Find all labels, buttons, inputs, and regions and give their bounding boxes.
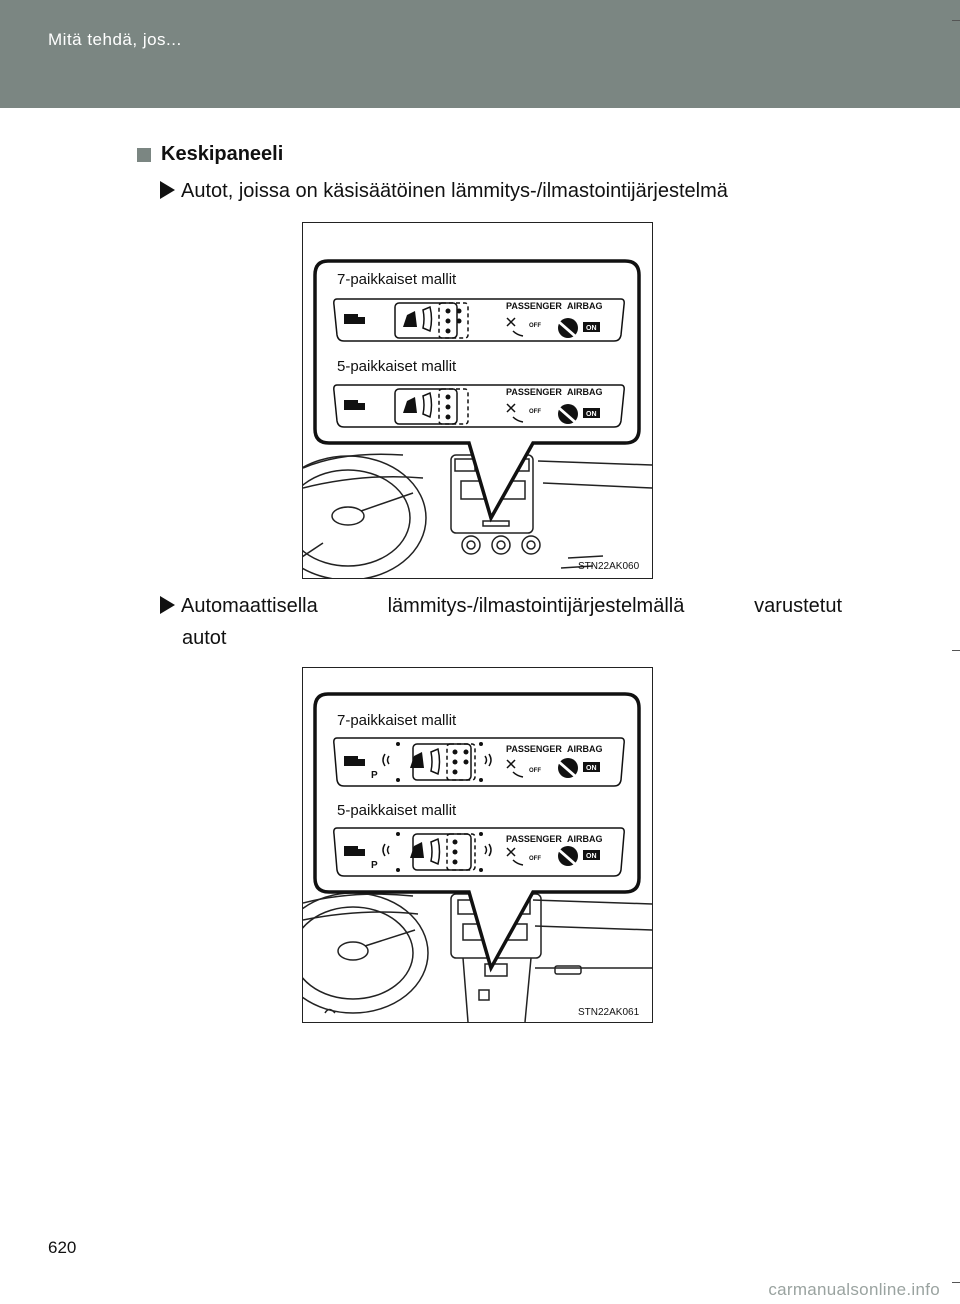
header-title: Mitä tehdä, jos... (48, 30, 182, 49)
airbag-text: AIRBAG (567, 301, 603, 311)
crop-mark (952, 1282, 960, 1283)
bullet-auto-word: varustetut (754, 595, 842, 617)
page-number: 620 (48, 1238, 77, 1257)
on-text: ON (586, 325, 597, 332)
figure-code: STN22AK060 (578, 561, 640, 572)
off-text: OFF (529, 323, 541, 329)
bullet-auto-word: lämmitys-/ilmastointijärjestelmällä (387, 595, 685, 617)
bullet-manual-text: Autot, joissa on käsisäätöinen lämmitys-/ilmastointijärjestelmä (181, 180, 728, 202)
label-5-seat: 5-paikkaiset mallit (337, 802, 457, 819)
section-heading (137, 143, 283, 166)
off-text: OFF (529, 856, 541, 862)
bullet-auto-line1 (160, 590, 842, 622)
label-7-seat: 7-paikkaiset mallit (337, 712, 457, 729)
triangle-bullet-icon (160, 596, 175, 614)
on-text: ON (586, 411, 597, 418)
figure-manual-climate (302, 222, 653, 579)
triangle-bullet-icon (160, 181, 175, 199)
airbag-text: AIRBAG (567, 744, 603, 754)
dashboard-illustration (303, 668, 652, 1022)
on-text: ON (586, 853, 597, 860)
passenger-text: PASSENGER (506, 834, 562, 844)
passenger-text: PASSENGER (506, 387, 562, 397)
bullet-auto-climate (160, 590, 842, 654)
on-text: ON (586, 765, 597, 772)
airbag-text: AIRBAG (567, 834, 603, 844)
crop-mark (952, 20, 960, 21)
label-5-seat: 5-paikkaiset mallit (337, 358, 457, 375)
svg-text:P: P (371, 770, 378, 781)
off-text: OFF (529, 768, 541, 774)
passenger-text: PASSENGER (506, 744, 562, 754)
bullet-manual-climate (160, 175, 728, 207)
square-bullet-icon (137, 148, 151, 162)
dashboard-illustration (303, 223, 652, 578)
off-text: OFF (529, 409, 541, 415)
passenger-text: PASSENGER (506, 301, 562, 311)
section-heading-text: Keskipaneeli (161, 143, 284, 165)
watermark: carmanualsonline.info (768, 1280, 940, 1299)
figure-code: STN22AK061 (578, 1007, 640, 1018)
airbag-text: AIRBAG (567, 387, 603, 397)
figure-auto-climate (302, 667, 653, 1023)
page-header (0, 0, 960, 108)
bullet-auto-word: Automaattisella (181, 595, 318, 617)
bullet-auto-tail: autot (182, 627, 227, 649)
label-7-seat: 7-paikkaiset mallit (337, 271, 457, 288)
crop-mark (952, 650, 960, 651)
svg-text:P: P (371, 860, 378, 871)
